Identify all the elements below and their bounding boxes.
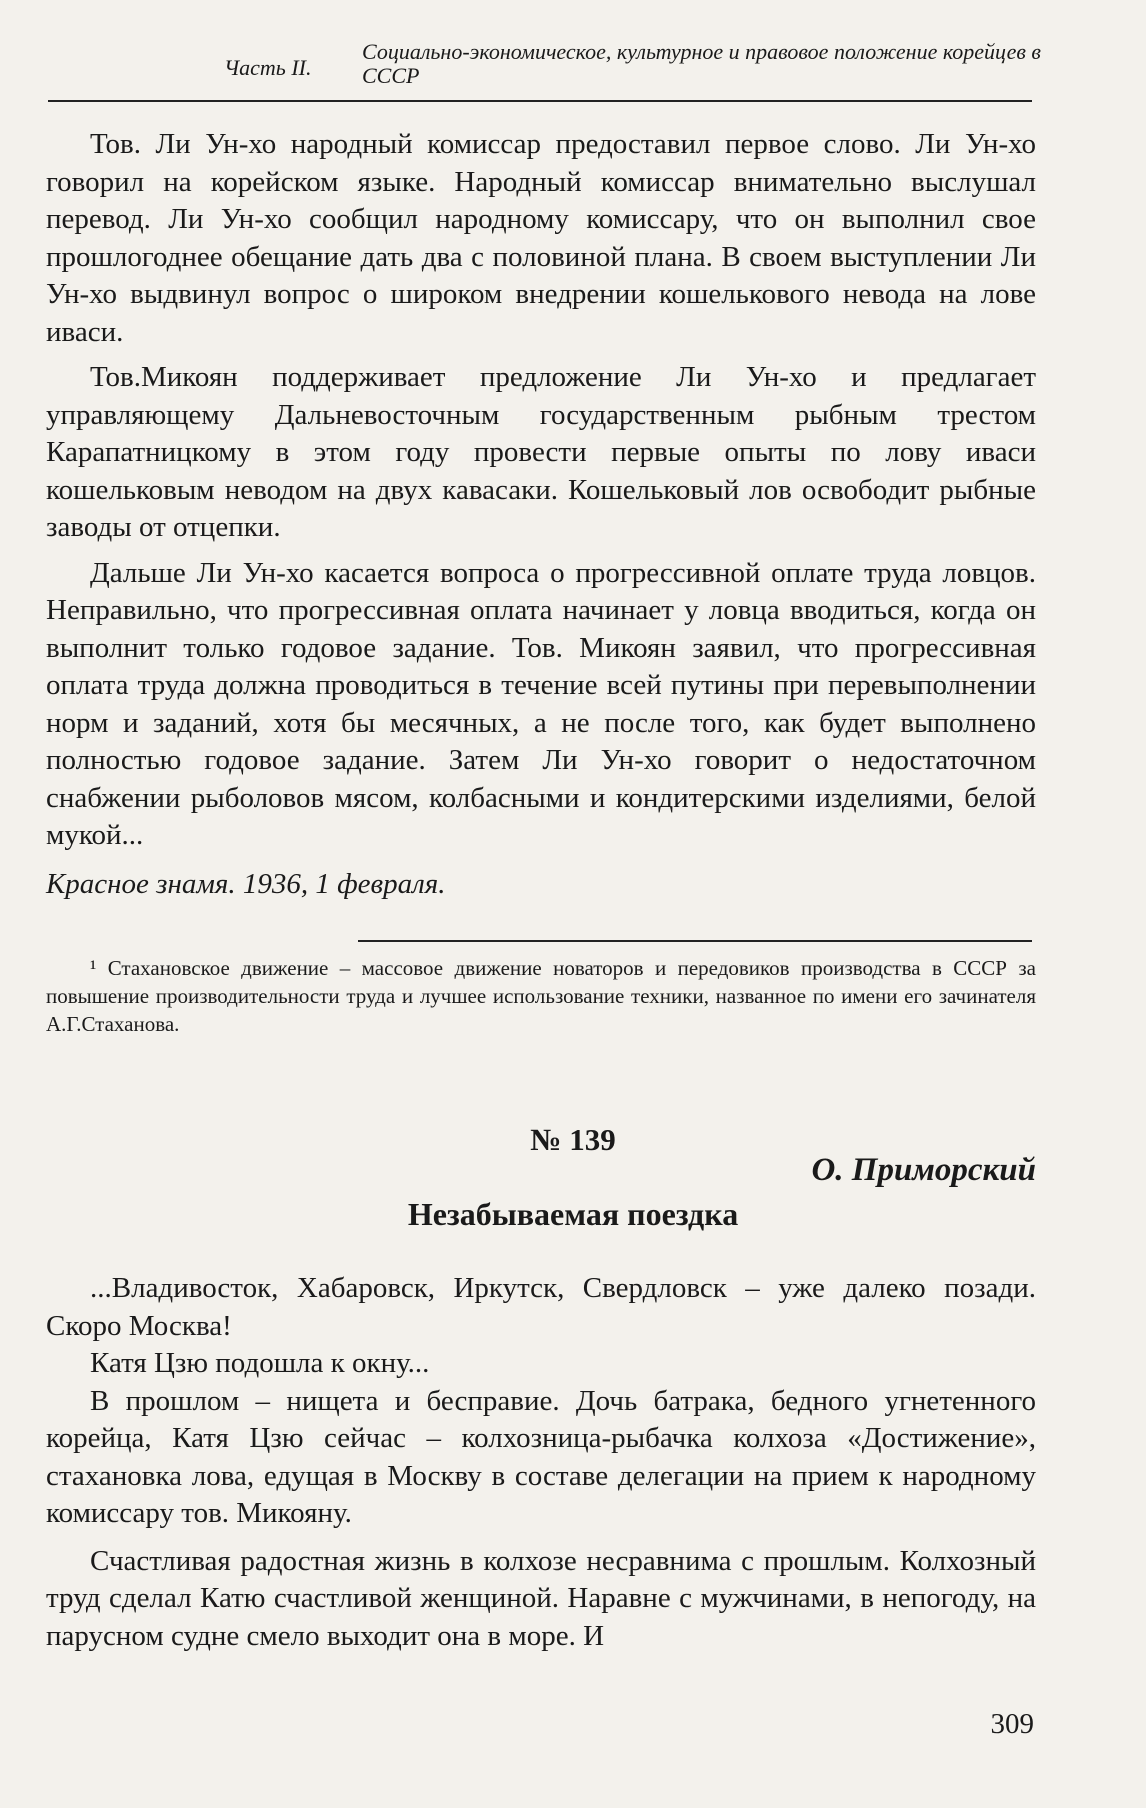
paragraph: Катя Цзю подошла к окну... — [90, 1347, 430, 1379]
paragraph: Тов.Микоян поддерживает предложение Ли Ун-хо и предлагает управляющему Дальневосточным государственным рыбным трестом Карапатницкому в этом году провести первые опыты по лову иваси кошельковым неводом на двух кавасаки. Кошельковый лов освободит рыбные заводы от отцепки. — [46, 361, 1036, 543]
running-head-title: Социально-экономическое, культурное и правовое положение корейцев в СССР — [362, 39, 1041, 88]
running-head-part: Часть II. — [224, 55, 312, 80]
document-author: О. Приморский — [811, 1152, 1036, 1188]
footnote-text: ¹ Стахановское движение – массовое движение новаторов и передовиков производства в СССР за повышение производительности труда и лучшее использование техники, названное по имени его зачинателя А.Г.Стаханова. — [46, 956, 1036, 1036]
section-1-text — [46, 126, 1036, 855]
source-citation: Красное знамя. 1936, 1 февраля. — [46, 868, 446, 900]
document-title: Незабываемая поездка — [407, 1196, 739, 1232]
paragraph: ...Владивосток, Хабаровск, Иркутск, Свердловск – уже далеко позади. Скоро Москва! — [46, 1272, 1036, 1342]
running-head — [48, 39, 1041, 102]
footnote-divider — [358, 940, 1032, 942]
document-text — [46, 1270, 1036, 1655]
page-number: 309 — [990, 1708, 1034, 1740]
paragraph: Дальше Ли Ун-хо касается вопроса о прогрессивной оплате труда ловцов. Неправильно, что прогрессивная оплата начинает у ловца вводиться, когда он выполнит только годовое задание. Тов. Микоян заявил, что прогрессивная оплата труда должна проводиться в течение всей путины при перевыполнении норм и заданий, хотя бы месячных, а не после того, как будет выполнено полностью годовое задание. Затем Ли Ун-хо говорит о недостаточном снабжении рыболовов мясом, колбасными и кондитерскими изделиями, белой мукой... — [46, 556, 1036, 851]
footnote — [46, 954, 1036, 1038]
paragraph: В прошлом – нищета и бесправие. Дочь батрака, бедного угнетенного корейца, Катя Цзю сейчас – колхозница-рыбачка колхоза «Достижение», стахановка лова, едущая в Москву в составе делегации на прием к народному комиссару тов. Микояну. — [46, 1384, 1036, 1529]
paragraph: Тов. Ли Ун-хо народный комиссар предоставил первое слово. Ли Ун-хо говорил на корейском языке. Народный комиссар внимательно выслушал перевод. Ли Ун-хо сообщил народному комиссару, что он выполнил свое прошлогоднее обещание дать два с половиной плана. В своем выступлении Ли Ун-хо выдвинул вопрос о широком внедрении кошелькового невода на лове иваси. — [46, 128, 1036, 348]
document-number: № 139 — [530, 1122, 616, 1157]
paragraph: Счастливая радостная жизнь в колхозе несравнима с прошлым. Колхозный труд сделал Катю счастливой женщиной. Наравне с мужчинами, в непогоду, на парусном судне смело выходит она в море. И — [46, 1544, 1036, 1652]
